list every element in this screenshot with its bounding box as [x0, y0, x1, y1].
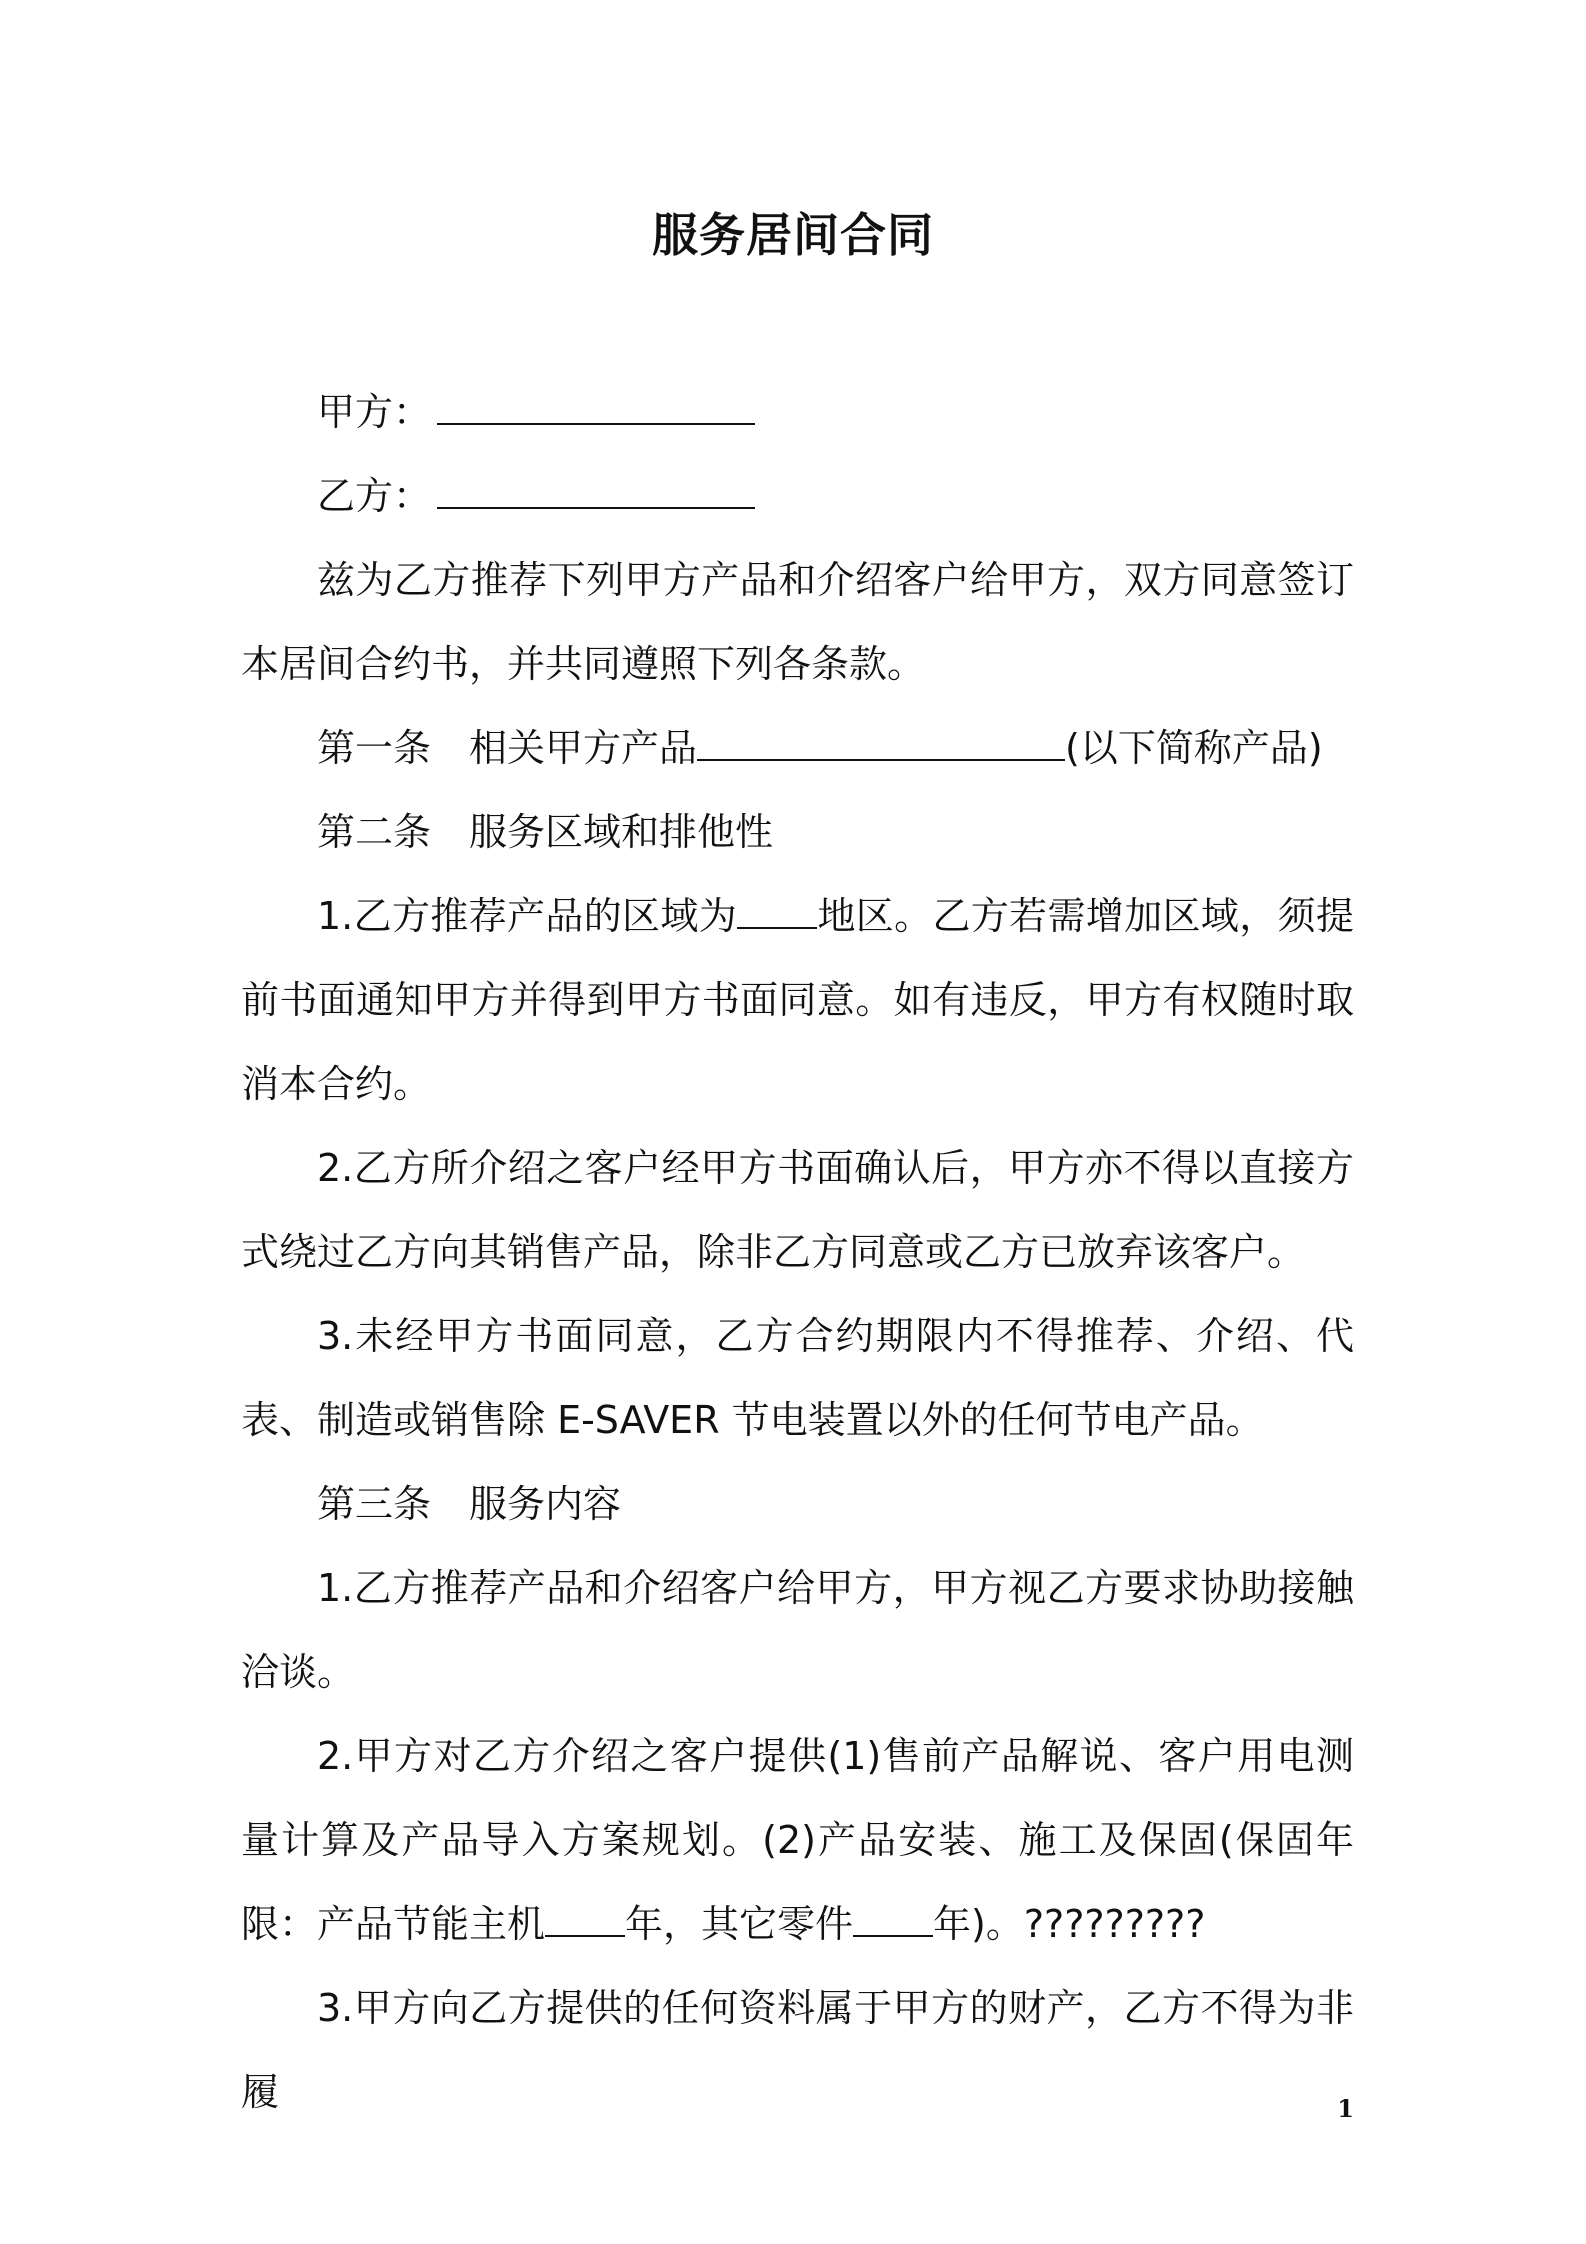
clause-text: 年，其它零件 [625, 1902, 854, 1946]
product-blank [697, 725, 1065, 761]
article-2-clause-1 [241, 874, 1354, 1126]
clause-text: 2.甲方对乙方介绍之客户提供(1)售前产品解说、客户用电测量计算及产品导入方案规划。(2)产品安装、施工及保固(保固年限：产品节能主机 [241, 1734, 1354, 1946]
article-1-suffix: (以下简称产品) [1065, 726, 1323, 770]
warranty-host-blank [545, 1901, 625, 1937]
clause-text: 地区。乙方若需增加区域，须提前书面通知甲方并得到甲方书面同意。如有违反，甲方有权随时取消本合约。 [241, 894, 1354, 1106]
article-1-heading: 第一条 [317, 726, 432, 770]
region-blank [737, 893, 817, 929]
page-number: 1 [1337, 2094, 1354, 2123]
party-b-line [241, 454, 1354, 538]
clause-text: 年)。????????? [933, 1902, 1206, 1946]
clause-text: 1.乙方推荐产品的区域为 [317, 894, 738, 938]
article-1-line [241, 706, 1354, 790]
article-3-clause-2 [241, 1714, 1354, 1966]
party-a-label: 甲方： [317, 390, 432, 434]
intro-paragraph: 兹为乙方推荐下列甲方产品和介绍客户给甲方，双方同意签订本居间合约书，并共同遵照下列各条款。 [241, 558, 1354, 686]
article-3-heading: 第三条 [317, 1482, 432, 1526]
article-2-clause-2: 2.乙方所介绍之客户经甲方书面确认后，甲方亦不得以直接方式绕过乙方向其销售产品，除非乙方同意或乙方已放弃该客户。 [241, 1146, 1354, 1274]
article-3-clause-1: 1.乙方推荐产品和介绍客户给甲方，甲方视乙方要求协助接触洽谈。 [241, 1566, 1354, 1694]
article-3-line [241, 1462, 1354, 1546]
article-2-title: 服务区域和排他性 [469, 810, 774, 854]
party-a-blank [437, 389, 755, 425]
party-b-blank [437, 473, 755, 509]
article-2-heading: 第二条 [317, 810, 432, 854]
article-2-line [241, 790, 1354, 874]
article-3-clause-3: 3.甲方向乙方提供的任何资料属于甲方的财产，乙方不得为非履 [241, 1986, 1354, 2114]
party-a-line [241, 370, 1354, 454]
article-3-title: 服务内容 [469, 1482, 622, 1526]
page-title: 服务居间合同 [652, 208, 934, 262]
article-2-clause-3: 3.未经甲方书面同意，乙方合约期限内不得推荐、介绍、代表、制造或销售除 E-SAVER 节电装置以外的任何节电产品。 [241, 1314, 1354, 1442]
warranty-parts-blank [853, 1901, 933, 1937]
contract-body [241, 370, 1354, 2134]
party-b-label: 乙方： [317, 474, 432, 518]
article-1-title: 相关甲方产品 [469, 726, 698, 770]
